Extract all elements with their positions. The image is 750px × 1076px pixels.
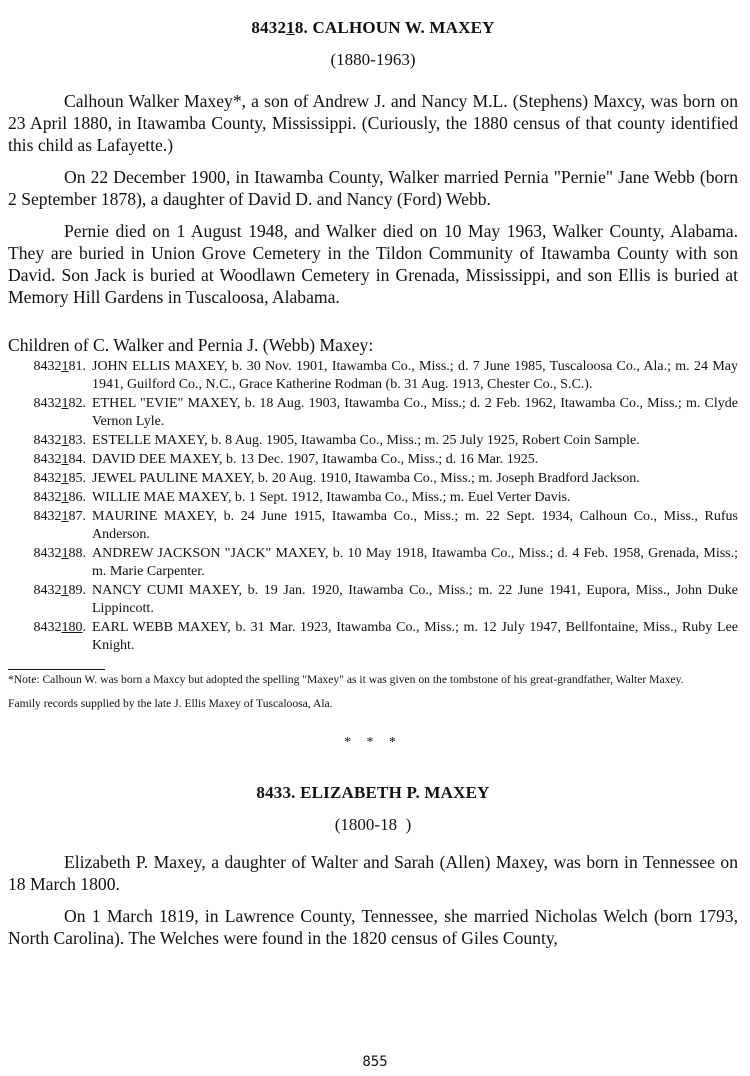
section-heading bbox=[8, 18, 738, 38]
section-dates: (1880-1963) bbox=[330, 50, 416, 69]
child-text: WILLIE MAE MAXEY, b. 1 Sept. 1912, Itawamba Co., Miss.; m. Euel Verter Davis. bbox=[92, 490, 571, 505]
page-number: 855 bbox=[362, 1054, 388, 1070]
heading-number-part: 8432 bbox=[251, 18, 287, 37]
child-entry bbox=[8, 395, 738, 431]
section-separator: * * * bbox=[344, 735, 402, 750]
child-text: ETHEL "EVIE" MAXEY, b. 18 Aug. 1903, Itawamba Co., Miss.; d. 2 Feb. 1962, Itawamba Co., Miss.; m. Clyde Vernon Lyle. bbox=[92, 396, 738, 429]
child-entry bbox=[8, 470, 738, 488]
child-entry bbox=[8, 489, 738, 507]
child-text: MAURINE MAXEY, b. 24 June 1915, Itawamba Co., Miss.; m. 22 Sept. 1934, Calhoun Co., Miss., Rufus Anderson. bbox=[92, 509, 738, 542]
child-entry bbox=[8, 508, 738, 544]
child-number: 8432185. bbox=[33, 471, 86, 486]
child-number: 8432188. bbox=[33, 546, 86, 561]
child-entry bbox=[8, 582, 738, 618]
child-number: 8432183. bbox=[33, 433, 86, 448]
child-text: JOHN ELLIS MAXEY, b. 30 Nov. 1901, Itawamba Co., Miss.; d. 7 June 1985, Tuscaloosa Co., Ala.; m. 24 May 1941, Guilford Co., N.C., Grace Katherine Rodman (b. 31 Aug. 1913, Chester Co., S.C.). bbox=[92, 359, 738, 392]
child-entry bbox=[8, 451, 738, 469]
body-paragraph: Calhoun Walker Maxey*, a son of Andrew J. and Nancy M.L. (Stephens) Maxcy, was born on 23 April 1880, in Itawamba County, Mississippi. (Curiously, the 1880 census of that county identified this child as Lafayette.) bbox=[8, 91, 738, 155]
child-number: 8432181. bbox=[33, 359, 86, 374]
child-text: NANCY CUMI MAXEY, b. 19 Jan. 1920, Itawamba Co., Miss.; m. 22 June 1941, Eupora, Miss., John Duke Lippincott. bbox=[92, 583, 738, 616]
heading-name: 8. CALHOUN W. MAXEY bbox=[294, 18, 495, 37]
children-list bbox=[8, 358, 738, 655]
child-text: JEWEL PAULINE MAXEY, b. 20 Aug. 1910, Itawamba Co., Miss.; m. Joseph Bradford Jackson. bbox=[92, 471, 640, 486]
child-entry bbox=[8, 432, 738, 450]
document-page bbox=[8, 18, 738, 949]
child-text: ANDREW JACKSON "JACK" MAXEY, b. 10 May 1918, Itawamba Co., Miss.; d. 4 Feb. 1958, Grenada, Miss.; m. Marie Carpenter. bbox=[92, 546, 738, 579]
child-text: ESTELLE MAXEY, b. 8 Aug. 1905, Itawamba Co., Miss.; m. 25 July 1925, Robert Coin Sample. bbox=[92, 433, 640, 448]
body-paragraph: On 22 December 1900, in Itawamba County, Walker married Pernia "Pernie" Jane Webb (born 2 September 1878), a daughter of David D. and Nancy (Ford) Webb. bbox=[8, 167, 738, 209]
child-number: 8432186. bbox=[33, 490, 86, 505]
body-paragraph: Elizabeth P. Maxey, a daughter of Walter and Sarah (Allen) Maxey, was born in Tennessee on 18 March 1800. bbox=[8, 852, 738, 894]
child-text: DAVID DEE MAXEY, b. 13 Dec. 1907, Itawamba Co., Miss.; d. 16 Mar. 1925. bbox=[92, 452, 539, 467]
child-number: 8432180. bbox=[33, 620, 86, 635]
footnote-rule bbox=[8, 669, 105, 670]
child-number: 8432182. bbox=[33, 396, 86, 411]
child-number: 8432187. bbox=[33, 509, 86, 524]
body-paragraph: Pernie died on 1 August 1948, and Walker died on 10 May 1963, Walker County, Alabama. They are buried in Union Grove Cemetery in the Tildon Community of Itawamba County with son David. Son Jack is buried at Woodlawn Cemetery in Grenada, Mississippi, and son Ellis is buried at Memory Hill Gardens in Tuscaloosa, Alabama. bbox=[8, 221, 738, 307]
child-text: EARL WEBB MAXEY, b. 31 Mar. 1923, Itawamba Co., Miss.; m. 12 July 1947, Bellfontaine, Miss., Ruby Lee Knight. bbox=[92, 620, 738, 653]
heading-number-underlined: 1 bbox=[286, 18, 295, 37]
child-entry bbox=[8, 545, 738, 581]
child-number: 8432184. bbox=[33, 452, 86, 467]
child-entry bbox=[8, 619, 738, 655]
source-note: Family records supplied by the late J. Ellis Maxey of Tuscaloosa, Ala. bbox=[8, 697, 333, 710]
child-entry bbox=[8, 358, 738, 394]
section-heading: 8433. ELIZABETH P. MAXEY bbox=[256, 783, 490, 802]
footnote: *Note: Calhoun W. was born a Maxcy but adopted the spelling "Maxey" as it was given on the tombstone of his great-grandfather, Walter Maxey. bbox=[8, 673, 684, 686]
child-number: 8432189. bbox=[33, 583, 86, 598]
body-paragraph: On 1 March 1819, in Lawrence County, Tennessee, she married Nicholas Welch (born 1793, North Carolina). The Welches were found in the 1820 census of Giles County, bbox=[8, 906, 738, 948]
children-heading: Children of C. Walker and Pernia J. (Webb) Maxey: bbox=[8, 335, 374, 355]
section-dates: (1800-18 ) bbox=[334, 815, 412, 834]
